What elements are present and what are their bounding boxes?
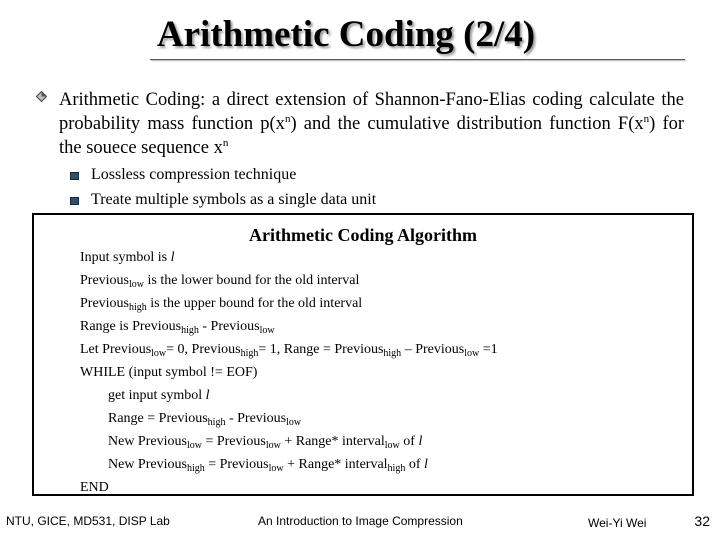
title-underline bbox=[150, 59, 685, 60]
algorithm-line: Let Previous$_{low}$= 0, Previous$_{high}$= 1, Range = Previous$_{high}$ – Previous$_{low}$ =1 bbox=[80, 342, 498, 359]
algorithm-line: New Previous$_{low}$ = Previous$_{low}$ + Range* interval$_{low}$ of l bbox=[108, 434, 423, 451]
algorithm-line: Previous$_{low}$ is the lower bound for the old interval bbox=[80, 273, 360, 290]
footer-course-title: An Introduction to Image Compression bbox=[258, 514, 463, 528]
square-bullet-icon bbox=[70, 197, 79, 205]
algorithm-line: Range = Previous$_{high}$ - Previous$_{low}$ bbox=[108, 411, 302, 428]
algorithm-line: WHILE (input symbol != EOF) bbox=[80, 365, 258, 380]
sub-bullet-lossless: Lossless compression technique bbox=[91, 166, 297, 183]
footer-lab: NTU, GICE, MD531, DISP Lab bbox=[6, 514, 170, 528]
square-bullet-icon bbox=[70, 172, 79, 180]
main-bullet-text: Arithmetic Coding: a direct extension of Shannon-Fano-Elias coding calculate the probability mass function $p(x^n)$ and the cumulative distribution function $F(x^n)$ for the souece sequence $x^n$ bbox=[59, 90, 685, 158]
sub-bullet-multiple-symbols: Treate multiple symbols as a single data unit bbox=[91, 191, 377, 208]
algorithm-title: Arithmetic Coding Algorithm bbox=[249, 225, 477, 245]
algorithm-line: Previous$_{high}$ is the upper bound for the old interval bbox=[80, 296, 363, 313]
algorithm-line: get input symbol l bbox=[108, 388, 210, 403]
slide-title: Arithmetic Coding (2/4) bbox=[156, 14, 536, 55]
algorithm-line: New Previous$_{high}$ = Previous$_{low}$ + Range* interval$_{high}$ of l bbox=[108, 457, 428, 474]
algorithm-box bbox=[32, 213, 694, 496]
diamond-bullet-icon bbox=[36, 91, 47, 102]
footer-author: Wei-Yi Wei bbox=[588, 516, 647, 530]
algorithm-line: Range is Previous$_{high}$ - Previous$_{low}$ bbox=[80, 319, 275, 336]
page-number: 32 bbox=[694, 513, 710, 529]
algorithm-line: END bbox=[80, 480, 109, 495]
term-arithmetic-coding: Arithmetic Coding bbox=[59, 90, 201, 110]
algorithm-line: Input symbol is l bbox=[80, 250, 175, 265]
